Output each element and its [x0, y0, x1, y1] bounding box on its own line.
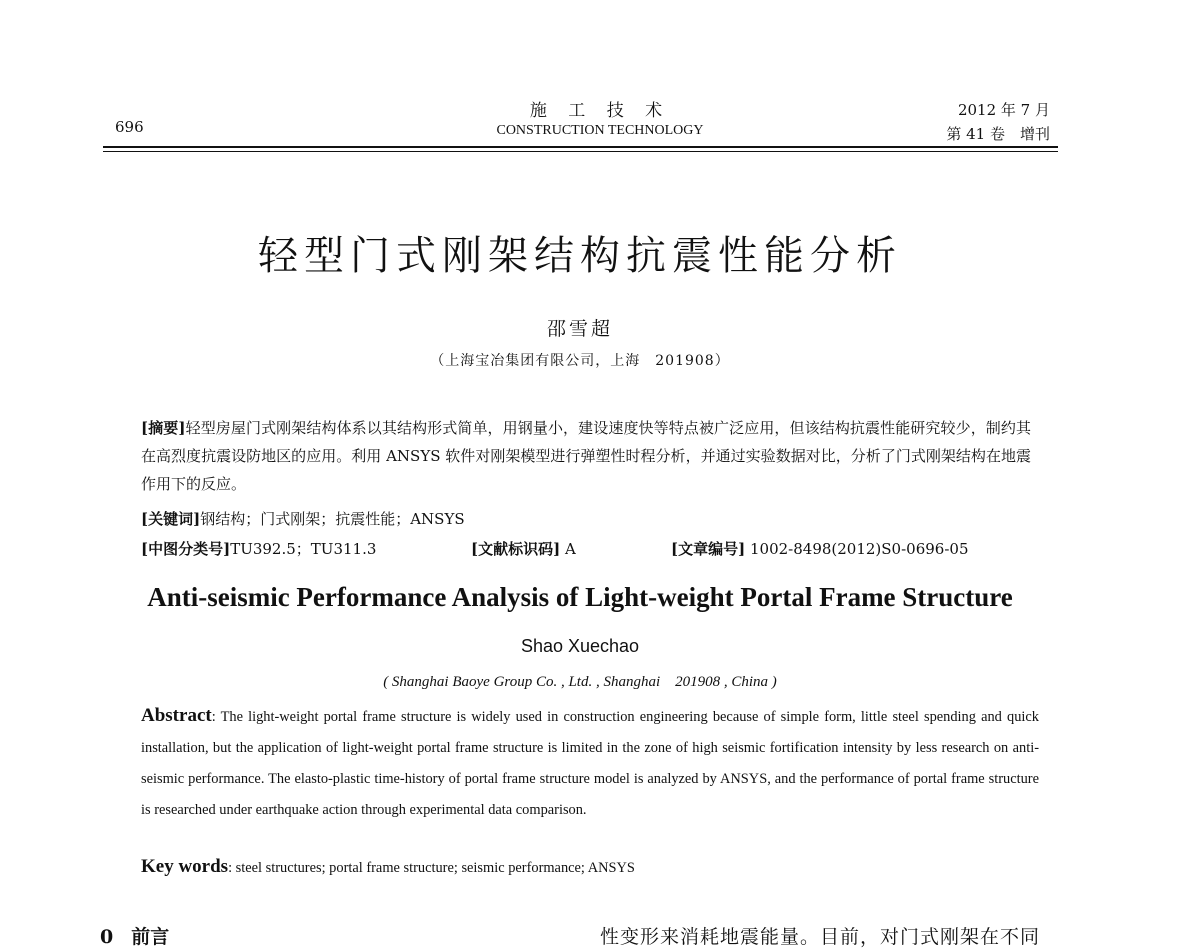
- keywords-en-label: Key words: [141, 856, 229, 877]
- article-number: [文章编号] 1002-8498(2012)S0-0696-05: [671, 540, 969, 558]
- clc-number: [中图分类号]TU392.5；TU311.3: [141, 540, 377, 558]
- author-cn: 邵雪超: [546, 318, 613, 340]
- journal-name-cn: 施 工 技 术: [529, 101, 671, 121]
- body-text-right-column: 性变形来消耗地震能量。目前，对门式刚架在不同: [600, 926, 1041, 948]
- issue-info: [900, 98, 1050, 146]
- abstract-en-label: Abstract: [141, 705, 212, 726]
- section-heading: [100, 922, 169, 949]
- paper-title-en: Anti-seismic Performance Analysis of Light-weight Portal Frame Structure: [147, 582, 1013, 612]
- section-number: 0: [100, 926, 114, 948]
- keywords-en: [141, 856, 635, 878]
- page-number: 696: [115, 118, 144, 136]
- abstract-cn-text: 轻型房屋门式刚架结构体系以其结构形式简单，用钢量小，建设速度快等特点被广泛应用，但该结构抗震性能研究较少，制约其在高烈度抗震设防地区的应用。利用 ANSYS 软件对刚架模型进行弹塑性时程分析，并通过实验数据对比，分析了门式刚架结构在地震作用下的反应。: [141, 419, 1031, 493]
- abstract-cn-label: [摘要]: [141, 419, 186, 437]
- header-rule-thick: [103, 146, 1058, 148]
- paper-title-cn: 轻型门式刚架结构抗震性能分析: [258, 233, 902, 279]
- affiliation-cn: （上海宝冶集团有限公司，上海 201908）: [430, 353, 730, 369]
- journal-name: [440, 96, 760, 139]
- issue-date: 2012 年 7 月: [957, 101, 1050, 119]
- author-en: Shao Xuechao: [520, 636, 640, 656]
- abstract-en: [141, 700, 1039, 826]
- keywords-cn-text: 钢结构；门式刚架；抗震性能；ANSYS: [200, 510, 465, 528]
- keywords-en-text: : steel structures; portal frame structure; seismic performance; ANSYS: [228, 860, 635, 876]
- affiliation-en: ( Shanghai Baoye Group Co. , Ltd. , Shanghai 201908 , China ): [383, 674, 777, 690]
- issue-volume: 第 41 卷 增刊: [946, 125, 1050, 143]
- document-code: [文献标识码] A: [471, 540, 576, 558]
- section-title: 前言: [131, 926, 170, 948]
- header-rule-thin: [103, 151, 1058, 152]
- journal-name-en: CONSTRUCTION TECHNOLOGY: [496, 123, 704, 138]
- classification-line: [141, 538, 1041, 559]
- keywords-cn-label: [关键词]: [141, 510, 201, 528]
- keywords-cn: [141, 508, 465, 529]
- abstract-cn: [141, 414, 1031, 498]
- abstract-en-text: : The light-weight portal frame structure is widely used in construction engineering because of simple form, little steel spending and quick installation, but the application of light-weight portal frame structure is limited in the zone of high seismic fortification intensity by less research on anti-seismic performance. The elasto-plastic time-history of portal frame structure model is analyzed by ANSYS, and the performance of portal frame structure is researched under earthquake action through experimental data comparison.: [141, 709, 1039, 818]
